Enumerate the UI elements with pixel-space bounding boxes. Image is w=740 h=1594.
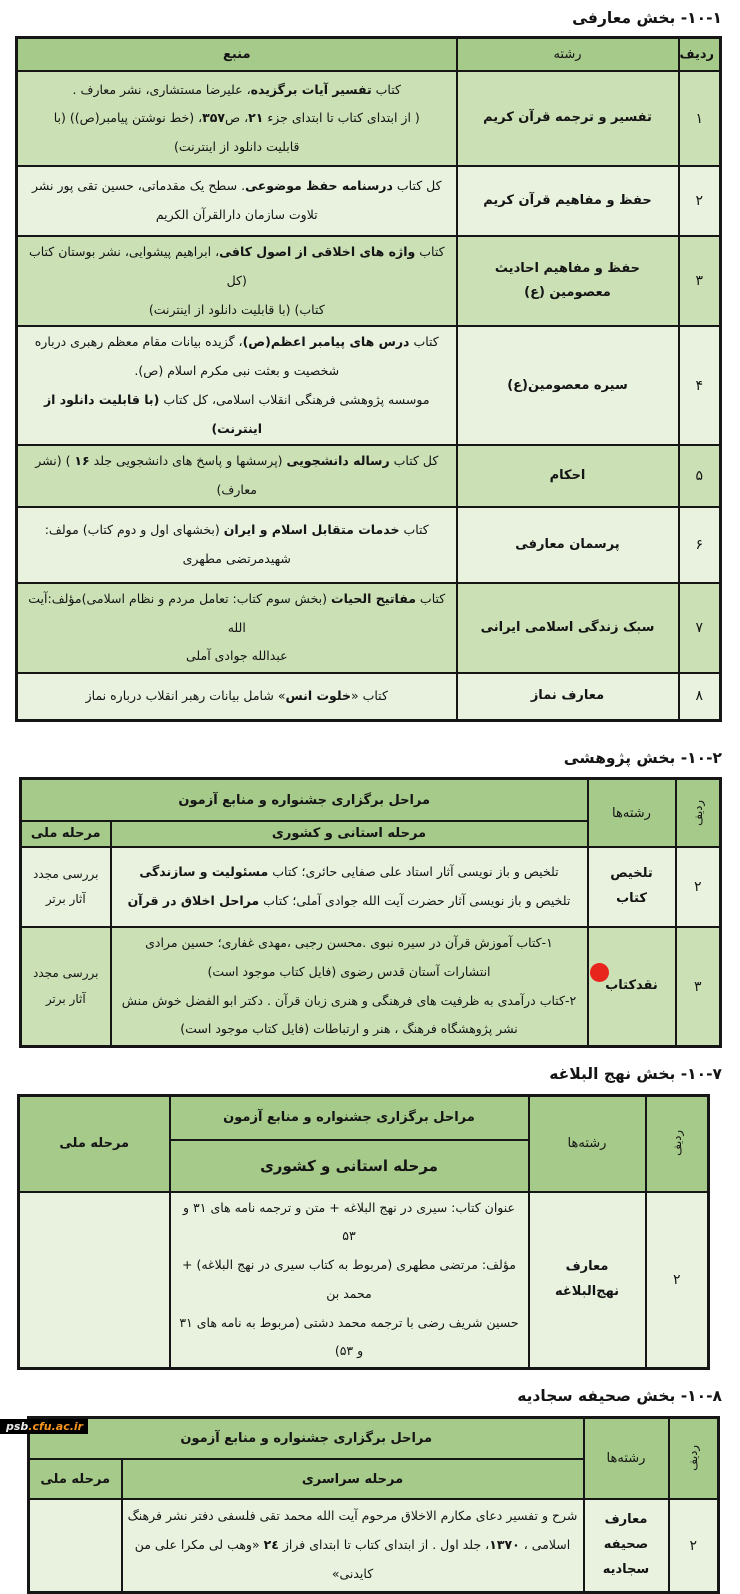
plain-text: (بخش سوم کتاب: تعامل مردم و نظام اسلامی)مؤلف:آیت الله — [28, 590, 332, 635]
text-line — [23, 296, 451, 325]
plain-text: «وهب لی مکرا علی من — [134, 1537, 264, 1553]
header-provincial-stage: مرحله استانی و کشوری — [170, 1140, 529, 1192]
text-line — [23, 76, 451, 105]
row-number-cell: ۶ — [679, 507, 721, 583]
text-line — [117, 987, 582, 1016]
plain-text: موسسه پژوهشی فرهنگی انقلاب اسلامی، کل کتاب — [159, 391, 430, 407]
bold-text: ۲٤ — [263, 1537, 279, 1553]
plain-text: تلخیص و باز نویسی آثار حضرت آیت الله جوادی آملی؛ کتاب — [259, 892, 571, 908]
source-cell — [17, 673, 457, 720]
national-stage-cell — [21, 847, 111, 927]
plain-text: تفسیر و ترجمه قرآن کریم — [483, 110, 652, 126]
text-line — [117, 1015, 582, 1044]
row-number-cell: ۲ — [676, 847, 721, 927]
plain-text: (بخشهای اول و دوم کتاب) مولف: — [44, 522, 224, 538]
text-line — [23, 133, 451, 162]
text-line — [463, 257, 673, 306]
plain-text: ، ص — [225, 110, 249, 126]
source-cell — [17, 326, 457, 445]
bold-text: ۱۳۷۰ — [489, 1537, 520, 1553]
plain-text: شهیدمرتضی مطهری — [182, 550, 291, 566]
text-line — [117, 958, 582, 987]
plain-text: معارف صحیفه — [603, 1512, 649, 1553]
row-number-cell: ۱ — [679, 71, 721, 166]
text-line — [23, 545, 451, 574]
plain-text: کتاب « — [350, 688, 388, 704]
plain-text: سبک زندگی اسلامی ایرانی — [480, 619, 655, 635]
plain-text: شرح و تفسیر دعای مکارم الاخلاق مرحوم آیت الله محمد تقی فلسفی دفتر نشر فرهنگ — [127, 1508, 578, 1524]
plain-text: حفظ و مفاهیم احادیث معصومین (ع) — [494, 260, 641, 301]
table-sahife-sajjadieh — [27, 1416, 720, 1594]
row-number-cell: ۲ — [646, 1192, 709, 1369]
header-source: منبع — [17, 37, 457, 71]
bold-text: ۱۶ — [74, 453, 90, 469]
content-cell — [122, 1499, 584, 1592]
section-title: ۱۰-۲- بخش پژوهشی — [563, 748, 722, 767]
content-cell — [170, 1192, 529, 1369]
content-cell — [111, 927, 588, 1047]
plain-text: تلاوت سازمان دارالقرآن الکریم — [155, 207, 318, 223]
text-line — [23, 104, 451, 133]
bold-text: (با قابلیت دانلود از اینترنت) — [43, 391, 263, 436]
table-row — [17, 583, 721, 673]
text-line — [128, 1502, 578, 1531]
plain-text: انتشارات آستان قدس رضوی (فایل کتاب موجود است) — [207, 963, 491, 979]
bold-text: ۳۵۷ — [202, 110, 226, 126]
section-maarefi — [0, 0, 740, 722]
row-number-cell: ۵ — [679, 445, 721, 507]
plain-text: معارف) — [216, 482, 257, 498]
text-line — [23, 357, 451, 386]
text-line — [463, 464, 673, 489]
text-line — [27, 987, 105, 1012]
header-national-stage: مرحله ملی — [29, 1459, 122, 1499]
header-row-number — [646, 1096, 709, 1192]
row-number-cell: ۳ — [679, 236, 721, 326]
plain-text: کتاب — [371, 81, 401, 97]
bold-text: مسئولیت و سازندگی — [139, 864, 269, 880]
bold-text: درس های پیامبر اعظم(ص) — [242, 334, 410, 350]
table-row — [17, 326, 721, 445]
plain-text: آثار برتر — [45, 991, 86, 1006]
bold-text: ۲۱ — [248, 110, 264, 126]
plain-text: بررسی مجدد — [33, 966, 99, 981]
plain-text: » شامل بیانات رهبر انقلاب درباره نماز — [85, 688, 286, 704]
text-line — [27, 862, 105, 887]
watermark — [0, 1419, 88, 1434]
bold-text: تفسیر آیات برگزیده — [250, 81, 372, 97]
text-line — [128, 1531, 578, 1560]
text-line — [590, 1558, 663, 1583]
plain-text: عبدالله جوادی آملی — [185, 648, 288, 664]
bold-text: رساله دانشجویی — [286, 453, 390, 469]
bold-text: خلوت انس — [285, 688, 351, 704]
text-line — [23, 328, 451, 357]
text-line — [23, 476, 451, 505]
plain-text: نقدکتاب — [605, 978, 658, 994]
header-national-stage: مرحله ملی — [19, 1096, 170, 1192]
row-number-cell: ۷ — [679, 583, 721, 673]
plain-text: سیره معصومین(ع) — [507, 377, 628, 393]
red-dot-marker — [590, 963, 609, 982]
plain-text: ، ابراهیم پیشوایی، نشر بوستان کتاب (کل — [28, 244, 247, 288]
header-fields: رشته‌ها — [584, 1417, 669, 1499]
header-stages-title: مراحل برگزاری جشنواره و منابع آزمون — [21, 779, 588, 821]
plain-text: کتاب) (با قابلیت دانلود از اینترنت) — [148, 301, 325, 317]
header-row-number — [669, 1417, 719, 1499]
vertical-row-label: ردیف — [686, 1445, 701, 1471]
plain-text: ۱-کتاب آموزش قرآن در سیره نبوی .محسن رجبی ،مهدی غفاری؛ حسین مرادی — [145, 935, 553, 951]
text-line — [117, 858, 582, 887]
national-stage-cell — [19, 1192, 170, 1369]
text-line — [23, 642, 451, 671]
field-cell — [584, 1499, 669, 1592]
plain-text: ( از ابتدای کتاب تا ابتدای جزء — [263, 110, 420, 126]
header-row-number — [676, 779, 721, 847]
plain-text: قابلیت دانلود از اینترنت) — [173, 139, 300, 155]
header-fields: رشته‌ها — [529, 1096, 646, 1192]
field-cell — [529, 1192, 646, 1369]
plain-text: کل کتاب — [389, 453, 439, 469]
table-row — [29, 1499, 719, 1592]
plain-text: تلخیص و باز نویسی آثار استاد علی صفایی حائری؛ کتاب — [268, 864, 559, 880]
plain-text: مؤلف: مرتضی مطهری (مربوط به کتاب سیری در نهج البلاغه) + محمد بن — [182, 1257, 516, 1301]
text-line — [117, 887, 582, 916]
source-cell — [17, 71, 457, 166]
header-national-stage: مرحله ملی — [21, 821, 111, 847]
field-cell — [457, 507, 679, 583]
plain-text: حسین شریف رضی با ترجمه محمد دشتی (مربوط به نامه های ۳۱ و ۵۳) — [179, 1314, 519, 1359]
field-cell — [457, 326, 679, 445]
text-line — [27, 961, 105, 986]
text-line — [117, 929, 582, 958]
source-cell — [17, 507, 457, 583]
table-row — [21, 847, 721, 927]
header-fields: رشته‌ها — [588, 779, 676, 847]
row-number-cell: ۲ — [679, 166, 721, 236]
field-cell — [457, 583, 679, 673]
text-line — [463, 684, 673, 709]
plain-text: احکام — [549, 467, 586, 483]
plain-text: پرسمان معارفی — [515, 536, 620, 552]
text-line — [27, 887, 105, 912]
plain-text: کتاب — [409, 334, 439, 350]
header-provincial-stage: مرحله استانی و کشوری — [111, 821, 588, 847]
text-line — [463, 189, 673, 214]
text-line — [176, 1309, 523, 1367]
section-sahife-sajjadieh — [0, 1370, 740, 1594]
bold-text: خدمات متقابل اسلام و ایران — [223, 522, 400, 538]
source-cell — [17, 236, 457, 326]
field-cell — [457, 166, 679, 236]
table-row — [21, 927, 721, 1047]
plain-text: ۲-کتاب درآمدی به ظرفیت های فرهنگی و هنری زبان قرآن . دکتر ابو الفضل خوش منش — [121, 992, 577, 1008]
plain-text: . سطح یک مقدماتی، حسین تقی پور نشر — [31, 178, 246, 194]
field-cell — [457, 236, 679, 326]
plain-text: عنوان کتاب: سیری در نهج البلاغه + متن و ترجمه نامه های ۳۱ و ۵۳ — [183, 1199, 515, 1244]
field-cell — [457, 673, 679, 720]
table-row — [19, 1192, 709, 1369]
text-line — [176, 1194, 523, 1252]
header-provincial-stage: مرحله سراسری — [122, 1459, 584, 1499]
text-line — [128, 1560, 578, 1589]
table-pazhuheshi — [19, 777, 722, 1048]
text-line — [590, 1508, 663, 1557]
watermark-suffix: .cfu.ac.ir — [28, 1420, 84, 1433]
row-number-cell: ۸ — [679, 673, 721, 720]
table-row — [17, 507, 721, 583]
text-line — [23, 386, 451, 444]
plain-text: تلخیص کتاب — [610, 866, 653, 906]
plain-text: کایدنی» — [331, 1565, 374, 1581]
national-stage-cell — [29, 1499, 122, 1592]
text-line — [463, 616, 673, 641]
text-line — [535, 1255, 640, 1304]
section-nahjolbalaghe — [0, 1048, 740, 1370]
field-cell — [457, 71, 679, 166]
plain-text: اسلامی ، — [519, 1537, 571, 1553]
plain-text: شخصیت و بعثت نبی مکرم اسلام (ص). — [134, 363, 340, 379]
table-maarefi — [15, 36, 722, 722]
text-line — [463, 106, 673, 131]
plain-text: سجادیه — [602, 1561, 650, 1577]
plain-text: ، (خط نوشتن پیامبر(ص)) (با — [53, 110, 203, 126]
row-number-cell: ۳ — [676, 927, 721, 1047]
section-title: ۱۰-۷- بخش نهج البلاغه — [549, 1065, 722, 1084]
text-line — [463, 374, 673, 399]
header-field: رشته — [457, 37, 679, 71]
header-stages-title: مراحل برگزاری جشنواره و منابع آزمون — [29, 1417, 584, 1459]
watermark-prefix: psb — [6, 1420, 29, 1433]
section-title: ۱۰-۱- بخش معارفی — [572, 9, 722, 27]
plain-text: (پرسشها و پاسخ های دانشجویی جلد — [89, 453, 287, 469]
bold-text: مفاتیح الحیات — [331, 590, 416, 606]
table-row — [17, 236, 721, 326]
text-line — [23, 201, 451, 230]
national-stage-cell — [21, 927, 111, 1047]
plain-text: ، گزیده بیانات مقام معظم رهبری درباره — [34, 334, 243, 350]
text-line — [176, 1251, 523, 1309]
table-row — [17, 166, 721, 236]
text-line — [594, 862, 670, 911]
section-pazhuheshi — [0, 722, 740, 1049]
source-cell — [17, 583, 457, 673]
section-title: ۱۰-۸- بخش صحیفه سجادیه — [517, 1387, 722, 1406]
plain-text: معارف نماز — [530, 688, 605, 704]
plain-text: بررسی مجدد — [33, 866, 99, 881]
vertical-row-label: ردیف — [669, 1130, 684, 1157]
text-line — [23, 682, 451, 711]
plain-text: کتاب — [415, 590, 446, 606]
text-line — [463, 533, 673, 558]
content-cell — [111, 847, 588, 927]
row-number-cell: ۴ — [679, 326, 721, 445]
field-cell — [457, 445, 679, 507]
field-cell — [588, 927, 676, 1047]
plain-text: حفظ و مفاهیم قرآن کریم — [483, 192, 652, 208]
bold-text: مراحل اخلاق در قرآن — [127, 892, 260, 908]
table-row — [17, 673, 721, 720]
plain-text: ، جلد اول . از ابتدای کتاب تا ابتدای فراز — [278, 1537, 490, 1553]
table-nahjolbalaghe — [17, 1094, 710, 1370]
text-line — [23, 516, 451, 545]
text-line — [23, 447, 451, 476]
source-cell — [17, 445, 457, 507]
text-line — [23, 238, 451, 296]
bold-text: درسنامه حفظ موضوعی — [245, 178, 393, 194]
plain-text: کتاب — [415, 244, 445, 260]
plain-text: کتاب — [399, 522, 429, 538]
row-number-cell: ۲ — [669, 1499, 719, 1592]
plain-text: آثار برتر — [45, 891, 86, 906]
header-row-number: ردیف — [679, 37, 721, 71]
header-stages-title: مراحل برگزاری جشنواره و منابع آزمون — [170, 1096, 529, 1140]
text-line — [23, 172, 451, 201]
source-cell — [17, 166, 457, 236]
field-cell — [588, 847, 676, 927]
table-row — [17, 71, 721, 166]
plain-text: ) (نشر — [35, 453, 75, 469]
bold-text: واژه های اخلاقی از اصول کافی — [219, 244, 416, 260]
plain-text: ، علیرضا مستشاری، نشر معارف . — [72, 81, 251, 97]
plain-text: معارف نهج‌البلاغه — [554, 1259, 620, 1299]
table-row — [17, 445, 721, 507]
plain-text: نشر پژوهشگاه فرهنگ ، هنر و ارتباطات (فایل کتاب موجود است) — [180, 1021, 518, 1037]
text-line — [23, 585, 451, 643]
vertical-row-label: ردیف — [690, 799, 705, 826]
plain-text: کل کتاب — [392, 178, 442, 194]
